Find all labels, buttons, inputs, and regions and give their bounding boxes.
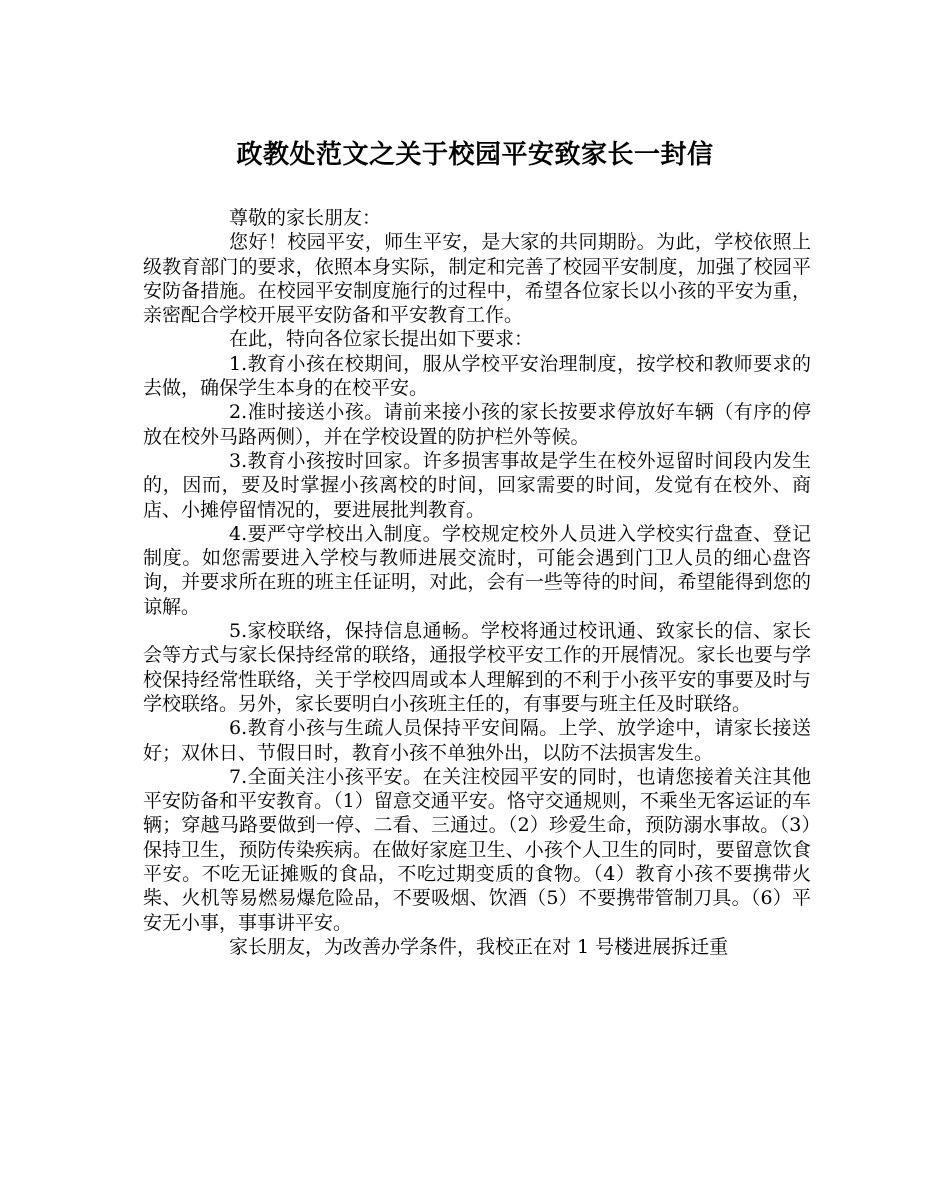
paragraph-item-6: 6.教育小孩与生疏人员保持平安间隔。上学、放学途中，请家长接送好；双休日、节假日时，教育小孩不单独外出，以防不法损害发生。 — [143, 717, 811, 764]
salutation: 尊敬的家长朋友： — [229, 207, 382, 229]
paragraph-intro: 您好！校园平安，师生平安，是大家的共同期盼。为此，学校依照上级教育部门的要求，依照本身实际，制定和完善了校园平安制度，加强了校园平安防备措施。在校园平安制度施行的过程中，希望各位家长以小孩的平安为重，亲密配合学校开展平安防备和平安教育工作。 — [143, 231, 811, 327]
document-title: 政教处范文之关于校园平安致家长一封信 — [236, 140, 714, 170]
paragraph-item-2: 2.准时接送小孩。请前来接小孩的家长按要求停放好车辆（有序的停放在校外马路两侧），并在学校设置的防护栏外等候。 — [143, 401, 811, 448]
paragraph-item-4: 4.要严守学校出入制度。学校规定校外人员进入学校实行盘查、登记制度。如您需要进入学校与教师进展交流时，可能会遇到门卫人员的细心盘咨询，并要求所在班的班主任证明，对此，会有一些等待的时间，希望能得到您的谅解。 — [143, 522, 811, 618]
document-body — [143, 206, 811, 959]
paragraph-closing: 家长朋友，为改善办学条件，我校正在对 1 号楼进展拆迁重 — [229, 935, 729, 958]
paragraph-item-7: 7.全面关注小孩平安。在关注校园平安的同时，也请您接着关注其他平安防备和平安教育。（1）留意交通平安。恪守交通规则，不乘坐无客运证的车辆；穿越马路要做到一停、二看、三通过。（2）珍爱生命，预防溺水事故。（3）保持卫生，预防传染疾病。在做好家庭卫生、小孩个人卫生的同时，要留意饮食平安。不吃无证摊贩的食品，不吃过期变质的食物。（4）教育小孩不要携带火柴、火机等易燃易爆危险品，不要吸烟、饮酒（5）不要携带管制刀具。（6）平安无小事，事事讲平安。 — [143, 765, 811, 934]
paragraph-item-3: 3.教育小孩按时回家。许多损害事故是学生在校外逗留时间段内发生的，因而，要及时掌握小孩离校的时间，回家需要的时间，发觉有在校外、商店、小摊停留情况的，要进展批判教育。 — [143, 449, 811, 521]
paragraph-item-5: 5.家校联络，保持信息通畅。学校将通过校讯通、致家长的信、家长会等方式与家长保持经常的联络，通报学校平安工作的开展情况。家长也要与学校保持经常性联络，关于学校四周或本人理解到的不利于小孩平安的事要及时与学校联络。另外，家长要明白小孩班主任的，有事要与班主任及时联络。 — [143, 620, 811, 715]
paragraph-requirements-lead: 在此，特向各位家长提出如下要求： — [229, 328, 534, 351]
paragraph-item-1: 1.教育小孩在校期间，服从学校平安治理制度，按学校和教师要求的去做，确保学生本身的在校平安。 — [143, 352, 811, 400]
